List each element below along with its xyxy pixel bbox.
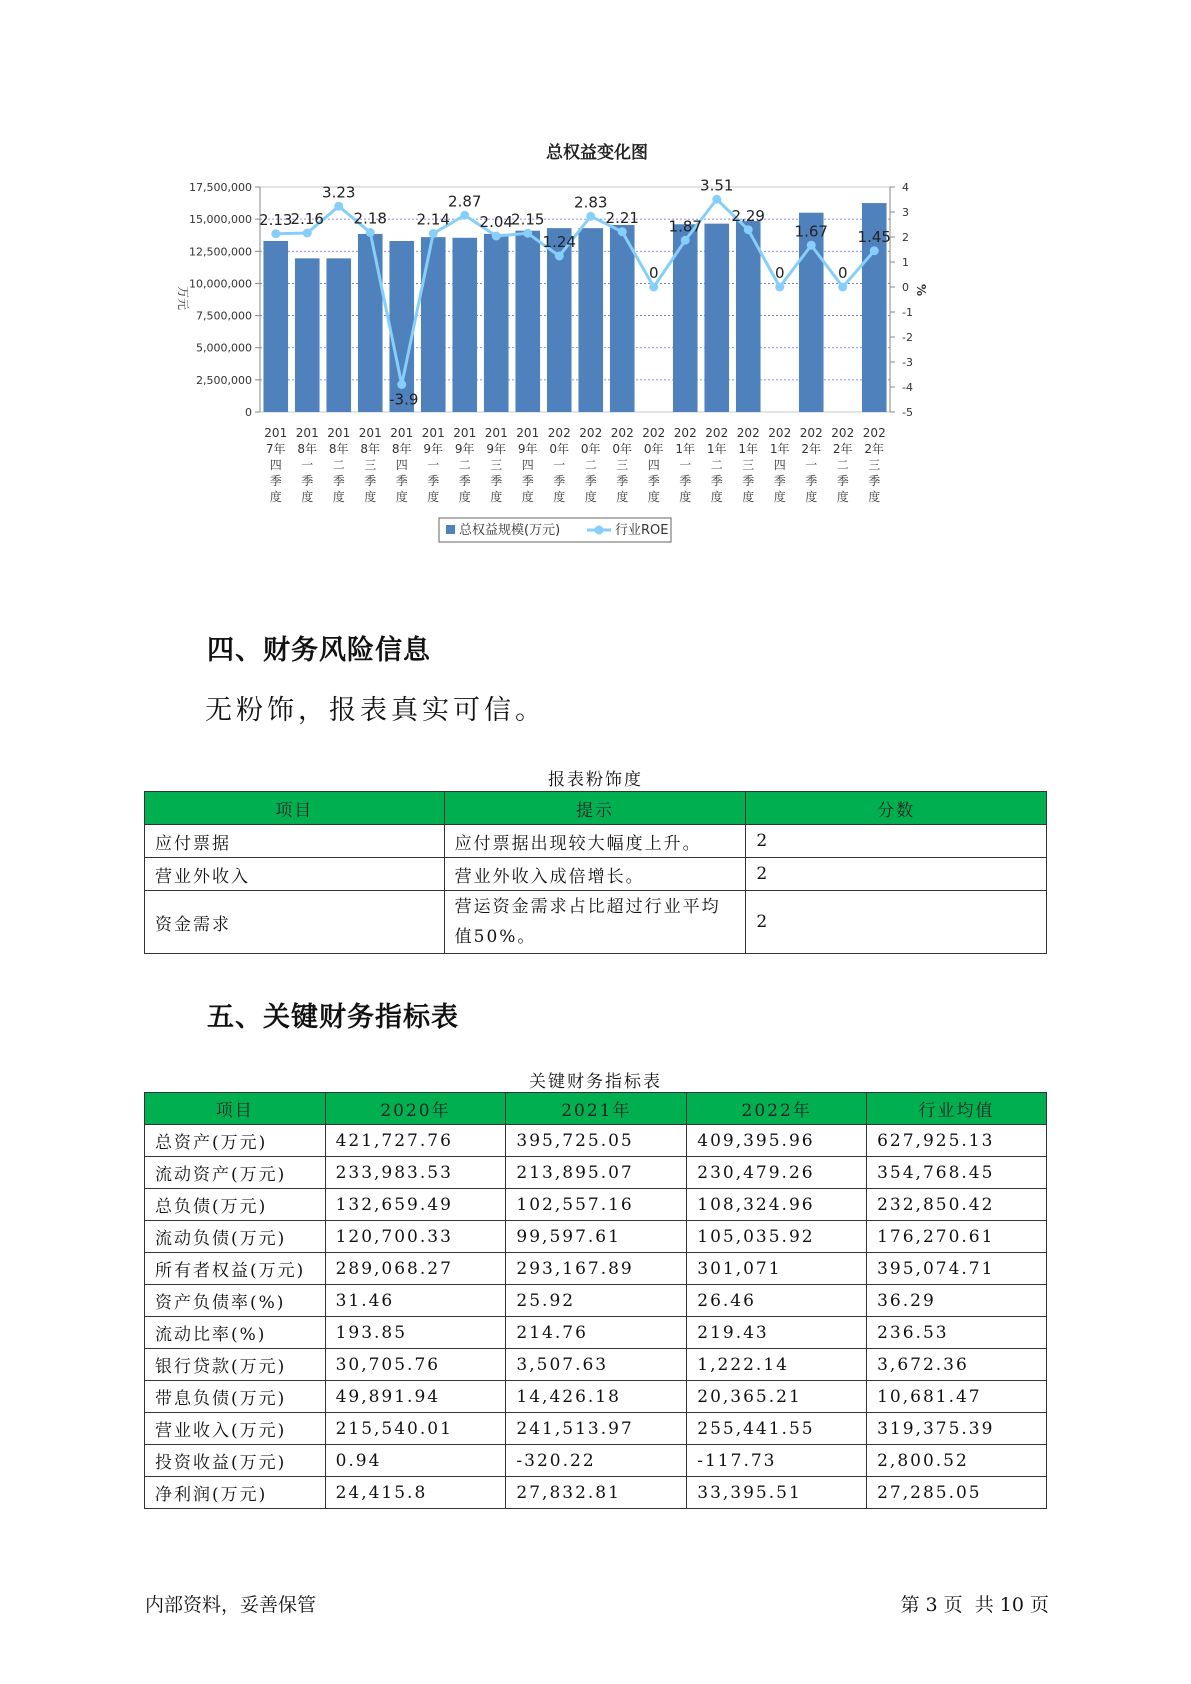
x-axis-tick-label: 202 2年三季度	[862, 426, 886, 504]
column-header: 项目	[145, 1093, 326, 1125]
row-label-cell: 带息负债(万元)	[145, 1381, 326, 1413]
roe-point	[460, 211, 469, 220]
value-cell: 36.29	[867, 1285, 1047, 1317]
roe-data-label: 0	[648, 264, 659, 282]
right-axis-tick-label: 3	[902, 206, 909, 219]
value-cell: 2,800.52	[867, 1445, 1047, 1477]
x-axis-tick-label: 202 1年二季度	[705, 426, 729, 504]
value-cell: 354,768.45	[867, 1157, 1047, 1189]
roe-data-label: 2.13	[259, 210, 293, 229]
right-axis-tick-label: 1	[902, 256, 909, 269]
x-axis-tick-label: 202 0年四季度	[642, 426, 666, 504]
column-header: 提示	[444, 792, 746, 825]
key-indicators-body	[145, 1125, 1047, 1509]
footer-page-number: 第 3 页 共 10 页	[900, 1594, 1049, 1616]
value-cell: 213,895.07	[506, 1157, 687, 1189]
value-cell: 219.43	[687, 1317, 867, 1349]
x-axis-tick-label: 201 9年二季度	[453, 426, 477, 504]
value-cell: 421,727.76	[325, 1125, 506, 1157]
x-axis-tick-label: 201 9年四季度	[516, 426, 540, 504]
value-cell: 108,324.96	[687, 1189, 867, 1221]
left-axis-tick-label: 10,000,000	[189, 277, 252, 291]
value-cell: 26.46	[687, 1285, 867, 1317]
whitewash-table	[144, 791, 1047, 954]
right-axis-tick-label: -5	[902, 406, 913, 419]
x-axis-tick-label: 202 0年二季度	[579, 426, 603, 504]
table-row	[145, 1413, 1047, 1445]
table-row	[145, 1349, 1047, 1381]
roe-point	[618, 227, 627, 236]
key-indicators-table-title: 关键财务指标表	[529, 1072, 662, 1092]
roe-point	[492, 232, 501, 241]
bar	[358, 234, 383, 412]
x-axis-tick-label: 201 8年四季度	[390, 426, 414, 504]
value-cell: 105,035.92	[687, 1221, 867, 1253]
value-cell: 25.92	[506, 1285, 687, 1317]
bar	[704, 224, 729, 412]
value-cell: 289,068.27	[325, 1253, 506, 1285]
x-axis-tick-label: 202 2年二季度	[831, 426, 855, 504]
roe-point	[271, 229, 280, 238]
roe-point	[870, 246, 879, 255]
roe-data-label: 0	[774, 264, 785, 282]
column-header: 行业均值	[867, 1093, 1047, 1125]
x-axis-tick-label: 202 0年三季度	[610, 426, 634, 504]
table-row	[145, 858, 1047, 891]
value-cell: 319,375.39	[867, 1413, 1047, 1445]
left-axis-tick-label: 7,500,000	[196, 309, 252, 323]
right-axis-tick-label: -1	[902, 306, 913, 319]
column-header: 2022年	[687, 1093, 867, 1125]
roe-data-label: 1.67	[794, 222, 828, 241]
x-axis-tick-label: 201 8年三季度	[358, 426, 382, 504]
value-cell: 0.94	[325, 1445, 506, 1477]
bar	[452, 238, 477, 412]
table-cell: 2	[746, 858, 1047, 891]
bar	[515, 231, 540, 412]
roe-point	[649, 283, 658, 292]
table-header-row	[145, 1093, 1047, 1125]
roe-point	[807, 241, 816, 250]
row-label-cell: 净利润(万元)	[145, 1477, 326, 1509]
roe-point	[523, 229, 532, 238]
value-cell: 215,540.01	[325, 1413, 506, 1445]
row-label-cell: 营业收入(万元)	[145, 1413, 326, 1445]
column-header: 2021年	[506, 1093, 687, 1125]
roe-data-label: 1.24	[542, 233, 576, 251]
bar	[484, 234, 509, 412]
roe-point	[334, 202, 343, 211]
table-cell: 营业外收入	[145, 858, 445, 891]
x-axis-tick-label: 202 1年四季度	[768, 426, 792, 504]
table-row	[145, 1381, 1047, 1413]
value-cell: 301,071	[687, 1253, 867, 1285]
roe-data-label: 2.14	[416, 210, 450, 229]
roe-point	[303, 229, 312, 238]
bar	[578, 228, 603, 412]
x-axis-tick-label: 202 2年一季度	[799, 426, 823, 504]
value-cell: 1,222.14	[687, 1349, 867, 1381]
value-cell: 132,659.49	[325, 1189, 506, 1221]
bar	[263, 241, 288, 412]
roe-point	[712, 195, 721, 204]
value-cell: 20,365.21	[687, 1381, 867, 1413]
row-label-cell: 总资产(万元)	[145, 1125, 326, 1157]
table-row	[145, 1253, 1047, 1285]
roe-data-label: 3.51	[700, 176, 734, 195]
x-axis-tick-label: 201 8年二季度	[327, 426, 351, 504]
roe-point	[744, 225, 753, 234]
x-axis-tick-label: 202 1年一季度	[673, 426, 697, 504]
value-cell: -320.22	[506, 1445, 687, 1477]
table-cell: 营运资金需求占比超过行业平均值50%。	[444, 891, 746, 954]
bar	[736, 221, 761, 412]
risk-summary-paragraph: 无粉饰，报表真实可信。	[205, 695, 546, 726]
roe-data-label: 2.29	[731, 206, 765, 225]
table-header-row	[145, 792, 1047, 825]
roe-point	[555, 252, 564, 261]
roe-point	[586, 212, 595, 221]
row-label-cell: 流动负债(万元)	[145, 1221, 326, 1253]
right-axis-tick-label: -2	[902, 331, 913, 344]
value-cell: 102,557.16	[506, 1189, 687, 1221]
value-cell: 27,285.05	[867, 1477, 1047, 1509]
roe-data-label: 2.87	[448, 192, 482, 211]
value-cell: 176,270.61	[867, 1221, 1047, 1253]
left-axis-tick-label: 17,500,000	[189, 181, 252, 194]
row-label-cell: 投资收益(万元)	[145, 1445, 326, 1477]
column-header: 2020年	[325, 1093, 506, 1125]
value-cell: 193.85	[325, 1317, 506, 1349]
value-cell: 293,167.89	[506, 1253, 687, 1285]
roe-data-label: 3.23	[322, 183, 356, 202]
column-header: 项目	[145, 792, 445, 825]
table-row	[145, 1221, 1047, 1253]
table-row	[145, 825, 1047, 858]
x-axis-tick-label: 202 1年三季度	[736, 426, 760, 504]
footer-confidential-note: 内部资料，妥善保管	[145, 1594, 317, 1616]
roe-point	[429, 229, 438, 238]
roe-data-label: 2.04	[479, 213, 513, 231]
table-cell: 2	[746, 891, 1047, 954]
value-cell: 27,832.81	[506, 1477, 687, 1509]
chart-title: 总权益变化图	[546, 143, 648, 163]
left-axis-tick-label: 5,000,000	[196, 341, 252, 355]
bar	[610, 225, 635, 412]
roe-data-label: 2.21	[605, 208, 639, 227]
roe-data-label: -3.9	[389, 390, 419, 409]
table-row	[145, 1285, 1047, 1317]
roe-data-label: 1.87	[668, 217, 702, 236]
right-axis-tick-label: 0	[902, 281, 909, 294]
x-axis-tick-label: 201 9年三季度	[484, 426, 508, 504]
row-label-cell: 资产负债率(%)	[145, 1285, 326, 1317]
value-cell: 236.53	[867, 1317, 1047, 1349]
table-cell: 应付票据出现较大幅度上升。	[444, 825, 746, 858]
left-axis-tick-label: 12,500,000	[189, 245, 252, 259]
whitewash-table-title: 报表粉饰度	[548, 770, 643, 790]
roe-point	[681, 236, 690, 245]
legend-bar-label: 总权益规模(万元)	[459, 523, 561, 538]
value-cell: 30,705.76	[325, 1349, 506, 1381]
right-axis-tick-label: 2	[902, 231, 909, 244]
section-heading-financial-risk: 四、财务风险信息	[207, 635, 431, 666]
table-row	[145, 891, 1047, 954]
value-cell: 255,441.55	[687, 1413, 867, 1445]
bar	[421, 237, 446, 412]
legend-bar-swatch	[446, 525, 455, 534]
value-cell: -117.73	[687, 1445, 867, 1477]
column-header: 分数	[746, 792, 1047, 825]
roe-point	[775, 283, 784, 292]
roe-data-label: 0	[837, 264, 848, 282]
x-axis-tick-label: 201 7年四季度	[264, 426, 288, 504]
roe-point	[397, 380, 406, 389]
x-axis-tick-label: 201 9年一季度	[421, 426, 445, 504]
roe-data-label: 1.45	[857, 227, 891, 246]
bar	[326, 258, 351, 412]
roe-point	[838, 283, 847, 292]
table-cell: 资金需求	[145, 891, 445, 954]
left-axis-tick-label: 2,500,000	[196, 373, 252, 387]
right-axis-tick-label: 4	[902, 181, 909, 194]
row-label-cell: 银行贷款(万元)	[145, 1349, 326, 1381]
table-row	[145, 1125, 1047, 1157]
table-row	[145, 1445, 1047, 1477]
left-axis-title: 万元	[176, 285, 190, 311]
value-cell: 233,983.53	[325, 1157, 506, 1189]
table-row	[145, 1189, 1047, 1221]
table-cell: 营业外收入成倍增长。	[444, 858, 746, 891]
value-cell: 3,507.63	[506, 1349, 687, 1381]
value-cell: 120,700.33	[325, 1221, 506, 1253]
right-axis-tick-label: -4	[902, 381, 913, 394]
roe-data-label: 2.16	[290, 210, 324, 228]
table-row	[145, 1157, 1047, 1189]
roe-data-label: 2.83	[574, 193, 608, 212]
row-label-cell: 流动比率(%)	[145, 1317, 326, 1349]
legend-line-label: 行业ROE	[615, 523, 669, 538]
table-row	[145, 1477, 1047, 1509]
value-cell: 395,074.71	[867, 1253, 1047, 1285]
value-cell: 14,426.18	[506, 1381, 687, 1413]
section-heading-key-indicators: 五、关键财务指标表	[207, 1002, 459, 1033]
roe-data-label: 2.15	[511, 210, 545, 229]
right-axis-tick-label: -3	[902, 356, 913, 369]
right-axis-title: %	[914, 283, 928, 297]
value-cell: 230,479.26	[687, 1157, 867, 1189]
bar	[295, 258, 320, 412]
value-cell: 627,925.13	[867, 1125, 1047, 1157]
value-cell: 241,513.97	[506, 1413, 687, 1445]
roe-point	[366, 228, 375, 237]
value-cell: 33,395.51	[687, 1477, 867, 1509]
value-cell: 214.76	[506, 1317, 687, 1349]
x-axis-tick-label: 202 0年一季度	[547, 426, 571, 504]
value-cell: 24,415.8	[325, 1477, 506, 1509]
value-cell: 395,725.05	[506, 1125, 687, 1157]
value-cell: 409,395.96	[687, 1125, 867, 1157]
value-cell: 49,891.94	[325, 1381, 506, 1413]
value-cell: 99,597.61	[506, 1221, 687, 1253]
table-row	[145, 1317, 1047, 1349]
value-cell: 232,850.42	[867, 1189, 1047, 1221]
total-equity-chart	[175, 130, 1025, 600]
row-label-cell: 总负债(万元)	[145, 1189, 326, 1221]
value-cell: 31.46	[325, 1285, 506, 1317]
row-label-cell: 流动资产(万元)	[145, 1157, 326, 1189]
row-label-cell: 所有者权益(万元)	[145, 1253, 326, 1285]
table-cell: 2	[746, 825, 1047, 858]
value-cell: 3,672.36	[867, 1349, 1047, 1381]
x-axis-tick-label: 201 8年一季度	[295, 426, 319, 504]
value-cell: 10,681.47	[867, 1381, 1047, 1413]
table-cell: 应付票据	[145, 825, 445, 858]
left-axis-tick-label: 15,000,000	[189, 213, 252, 227]
roe-data-label: 2.18	[353, 209, 387, 228]
left-axis-tick-label: 0	[245, 406, 252, 419]
key-indicators-table	[144, 1092, 1047, 1509]
legend-line-marker	[595, 526, 604, 535]
